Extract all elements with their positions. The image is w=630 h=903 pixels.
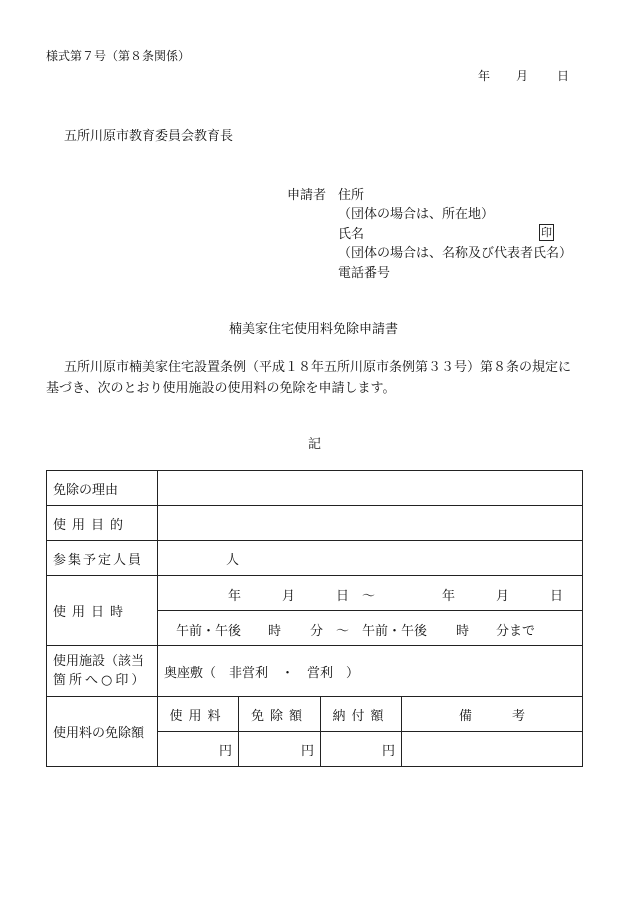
- field-facility[interactable]: [158, 646, 583, 697]
- header-exemption-amount: 免除額: [239, 697, 321, 732]
- row-facility: [47, 646, 583, 697]
- row-fee-headers: [47, 697, 583, 732]
- field-purpose[interactable]: [158, 506, 583, 541]
- field-people[interactable]: [158, 541, 583, 576]
- field-usage-fee[interactable]: 円: [158, 732, 239, 767]
- ki-heading: 記: [308, 437, 322, 452]
- applicant-address-label: 住所: [338, 188, 365, 203]
- field-remarks[interactable]: [402, 732, 583, 767]
- date-month-label: 月: [516, 69, 529, 83]
- applicant-name-note: （団体の場合は、名称及び代表者氏名）: [338, 246, 573, 261]
- label-facility: [47, 646, 158, 697]
- row-date: [47, 576, 583, 611]
- label-purpose: 使用目的: [47, 506, 158, 541]
- date-month-2: 月: [496, 589, 510, 604]
- seal-mark: 印: [541, 226, 552, 239]
- date-month-1: 月: [282, 589, 296, 604]
- addressee: 五所川原市教育委員会教育長: [64, 129, 234, 144]
- label-facility-line-2: 箇所へ○印）: [53, 673, 148, 688]
- label-facility-line-1: 使用施設（該当: [53, 654, 145, 669]
- header-usage-fee: 使用料: [158, 697, 239, 732]
- time-ampm-1: 午前・午後: [176, 624, 242, 639]
- time-minute-1: 分: [310, 624, 324, 639]
- field-reason[interactable]: [158, 471, 583, 506]
- field-exemption-amount[interactable]: 円: [239, 732, 321, 767]
- body-line-2: 基づき、次のとおり使用施設の使用料の免除を申請します。: [46, 381, 396, 396]
- applicant-name-label: 氏名: [338, 227, 365, 242]
- seal-box: [539, 221, 554, 241]
- document-title: 楠美家住宅使用料免除申請書: [229, 322, 399, 337]
- time-hour-2: 時: [456, 624, 470, 639]
- field-date-range[interactable]: [158, 576, 583, 611]
- applicant-phone-label: 電話番号: [338, 266, 391, 281]
- people-unit: 人: [226, 552, 240, 568]
- date-day-label: 日: [557, 69, 570, 83]
- date-day-1: 日: [336, 589, 350, 604]
- time-until: 分まで: [496, 624, 536, 639]
- date-year-label: 年: [478, 69, 491, 83]
- time-ampm-2: 午前・午後: [362, 624, 428, 639]
- row-reason: [47, 471, 583, 506]
- field-time-range[interactable]: [158, 611, 583, 646]
- application-table: [46, 470, 583, 767]
- label-datetime: 使用日時: [47, 576, 158, 646]
- row-people: [47, 541, 583, 576]
- label-people: 参集予定人員: [47, 541, 158, 576]
- label-reason-text: 免除の理由: [53, 482, 119, 498]
- applicant-address-note: （団体の場合は、所在地）: [338, 207, 495, 222]
- body-line-1: 五所川原市楠美家住宅設置条例（平成１８年五所川原市条例第３３号）第８条の規定に: [64, 360, 572, 375]
- label-reason: [47, 471, 158, 506]
- date-year-2: 年: [442, 589, 456, 604]
- label-fee: 使用料の免除額: [47, 697, 158, 767]
- time-hour-1: 時: [268, 624, 282, 639]
- date-day-2: 日: [550, 589, 564, 604]
- date-tilde: ～: [362, 589, 376, 604]
- header-payment-amount: 納付額: [321, 697, 402, 732]
- row-purpose: [47, 506, 583, 541]
- applicant-label: 申請者: [287, 188, 327, 203]
- facility-option[interactable]: 奥座敷（ 非営利 ・ 営利 ）: [164, 665, 360, 681]
- form-number: 様式第７号（第８条関係）: [46, 49, 191, 63]
- field-payment-amount[interactable]: 円: [321, 732, 402, 767]
- time-tilde: ～: [336, 624, 350, 639]
- date-year-1: 年: [228, 589, 242, 604]
- header-remarks: 備考: [402, 697, 583, 732]
